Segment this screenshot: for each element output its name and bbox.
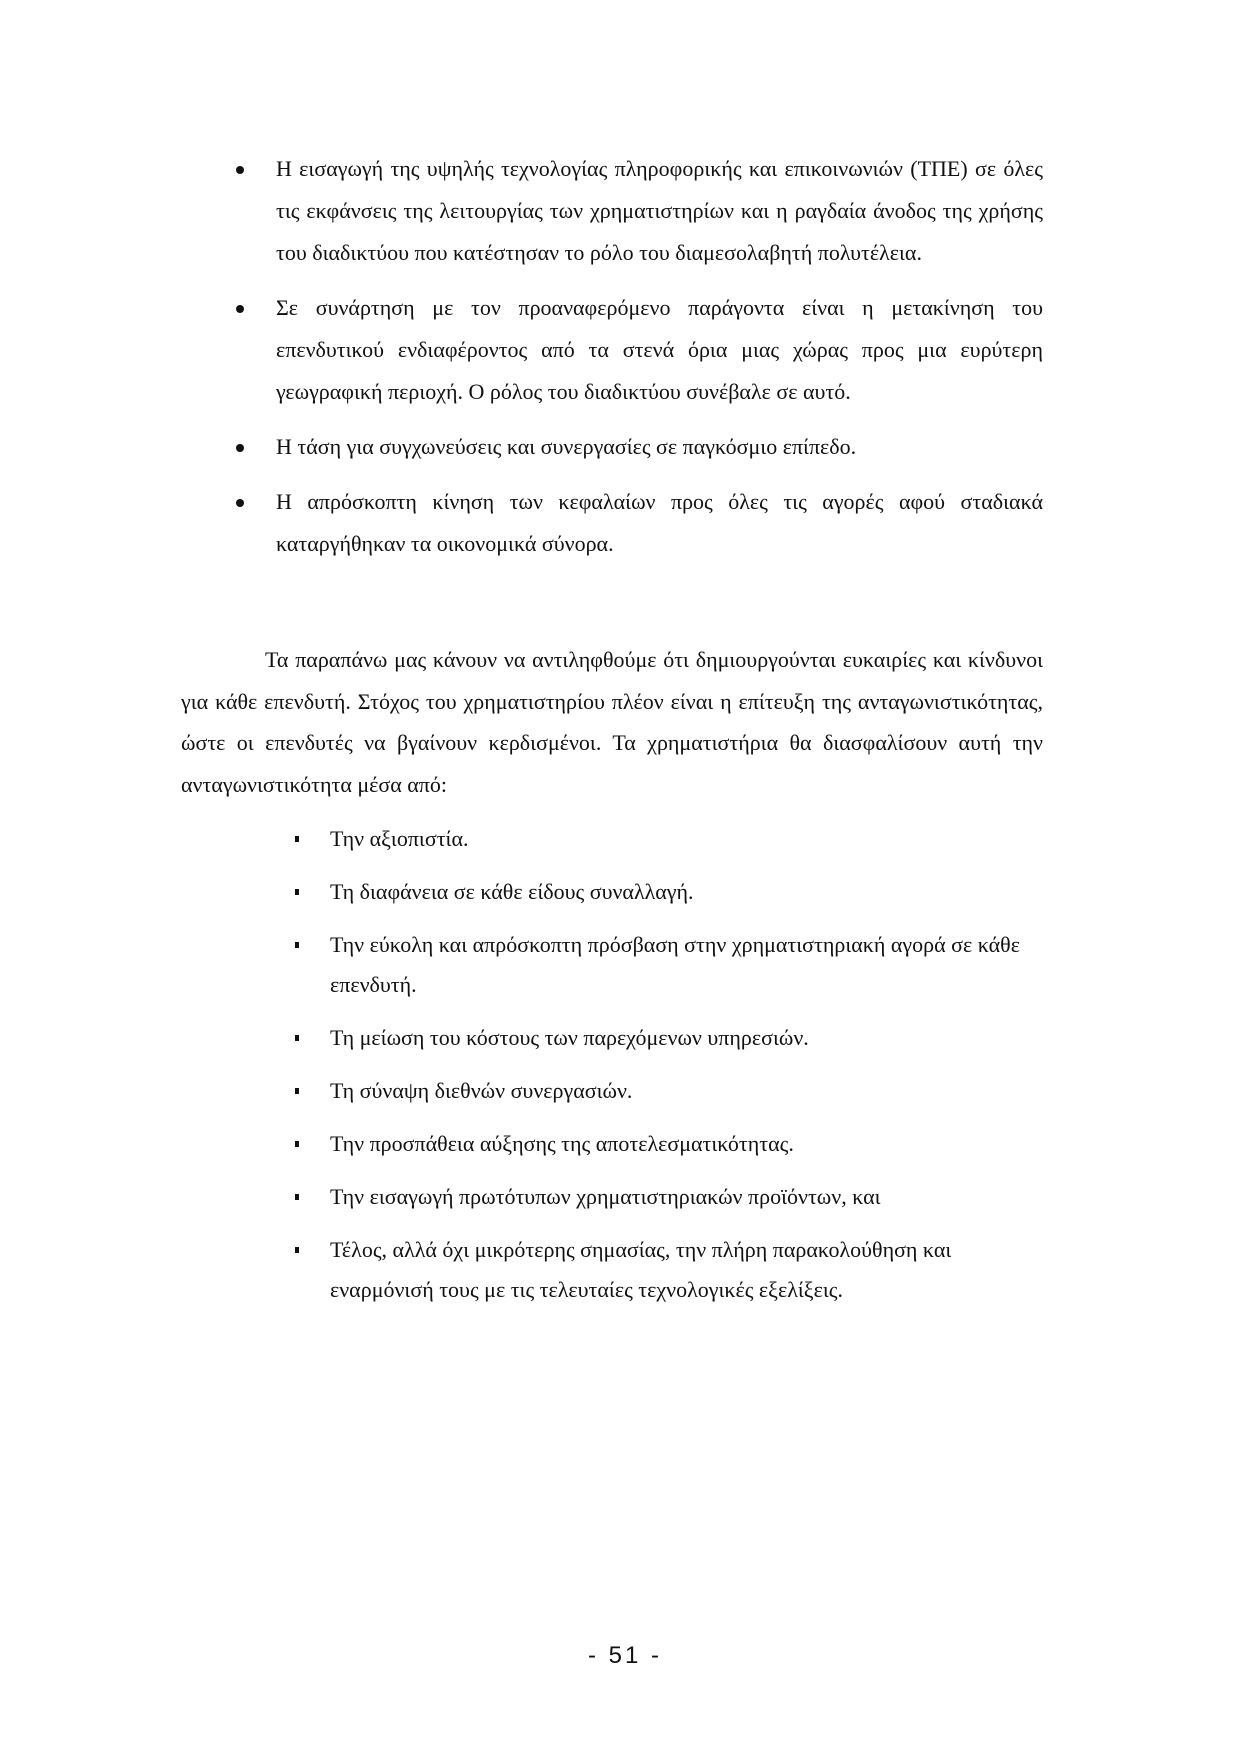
list-item-text: Σε συνάρτηση με τον προαναφερόμενο παράγοντα είναι η μετακίνηση του επενδυτικού ενδιαφέροντος από τα στενά όρια μιας χώρας προς μια ευρύτερη γεωγραφική περιοχή. Ο ρόλος του διαδικτύου συνέβαλε σε αυτό. — [276, 295, 1043, 404]
bullet-list-top — [236, 148, 1043, 578]
list-item — [295, 925, 1043, 1005]
list-item-text: Την εύκολη και απρόσκοπτη πρόσβαση στην χρηματιστηριακή αγορά σε κάθε επενδυτή. — [330, 932, 1020, 997]
list-item-text: Η απρόσκοπτη κίνηση των κεφαλαίων προς όλες τις αγορές αφού σταδιακά καταργήθηκαν τα οικονομικά σύνορα. — [276, 489, 1043, 556]
bullet-list-bottom — [295, 819, 1043, 1323]
bullet-square-icon — [295, 1247, 299, 1253]
list-item — [295, 1018, 1043, 1058]
list-item-text: Τέλος, αλλά όχι μικρότερης σημασίας, την πλήρη παρακολούθηση και εναρμόνισή τους με τις τελευταίες τεχνολογικές εξελίξεις. — [330, 1237, 952, 1302]
list-item-text: Τη σύναψη διεθνών συνεργασιών. — [330, 1078, 633, 1103]
list-item-text: Την προσπάθεια αύξησης της αποτελεσματικότητας. — [330, 1131, 794, 1156]
bullet-dot-icon — [236, 166, 244, 174]
bullet-dot-icon — [236, 499, 244, 507]
list-item-text: Τη διαφάνεια σε κάθε είδους συναλλαγή. — [330, 879, 694, 904]
list-item-text: Την εισαγωγή πρωτότυπων χρηματιστηριακών προϊόντων, και — [330, 1184, 881, 1209]
list-item — [295, 819, 1043, 859]
list-item-text: Η τάση για συγχωνεύσεις και συνεργασίες σε παγκόσμιο επίπεδο. — [276, 434, 857, 459]
bullet-dot-icon — [236, 305, 244, 313]
list-item — [236, 287, 1043, 413]
list-item-text: Την αξιοπιστία. — [330, 826, 469, 851]
bullet-square-icon — [295, 1088, 299, 1094]
bullet-square-icon — [295, 1035, 299, 1041]
list-item — [295, 1124, 1043, 1164]
list-item — [295, 1177, 1043, 1217]
list-item-text: Η εισαγωγή της υψηλής τεχνολογίας πληροφορικής και επικοινωνιών (ΤΠΕ) σε όλες τις εκφάνσεις της λειτουργίας των χρηματιστηρίων και η ραγδαία άνοδος της χρήσης του διαδικτύου που κατέστησαν το ρόλο του διαμεσολαβητή πολυτέλεια. — [276, 156, 1043, 265]
list-item — [236, 481, 1043, 565]
list-item — [295, 872, 1043, 912]
list-item — [236, 148, 1043, 274]
page-number: - 51 - — [587, 1642, 662, 1669]
bullet-square-icon — [295, 889, 299, 895]
list-item-text: Τη μείωση του κόστους των παρεχόμενων υπηρεσιών. — [330, 1025, 809, 1050]
bullet-square-icon — [295, 1141, 299, 1147]
bullet-square-icon — [295, 836, 299, 842]
bullet-dot-icon — [236, 444, 244, 452]
list-item — [295, 1230, 1043, 1310]
list-item — [236, 426, 1043, 468]
bullet-square-icon — [295, 1194, 299, 1200]
body-paragraph: Τα παραπάνω μας κάνουν να αντιληφθούμε ότι δημιουργούνται ευκαιρίες και κίνδυνοι για κάθε επενδυτή. Στόχος του χρηματιστηρίου πλέον είναι η επίτευξη της ανταγωνιστικότητας, ώστε οι επενδυτές να βγαίνουν κερδισμένοι. Τα χρηματιστήρια θα διασφαλίσουν αυτή την ανταγωνιστικότητα μέσα από: — [181, 647, 1043, 797]
bullet-square-icon — [295, 942, 299, 948]
list-item — [295, 1071, 1043, 1111]
